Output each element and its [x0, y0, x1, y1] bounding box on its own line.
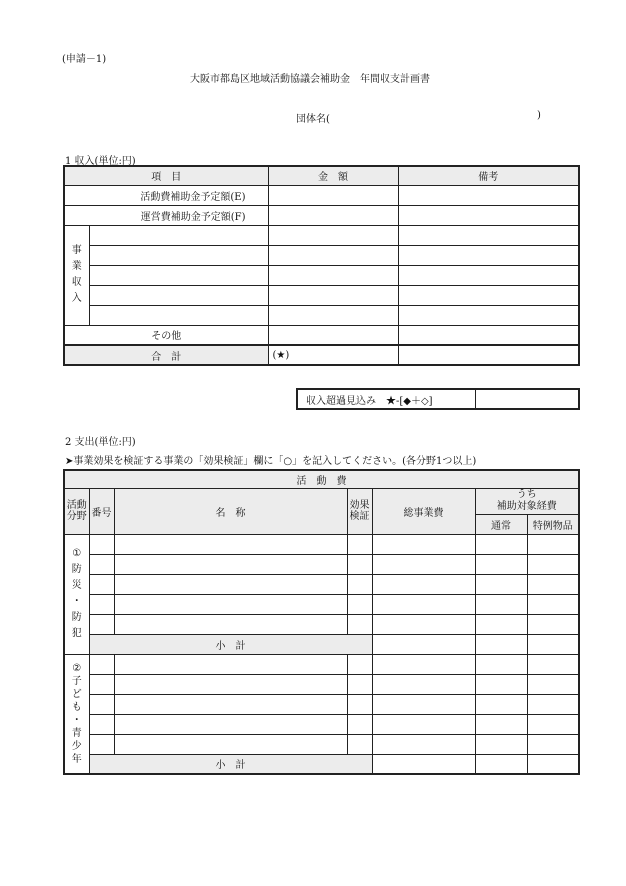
name-cell[interactable] [114, 614, 347, 634]
page-title: 大阪市都島区地域活動協議会補助金 年間収支計画書 [190, 74, 430, 85]
name-cell[interactable] [114, 574, 347, 594]
excess-amount-cell[interactable] [475, 389, 579, 409]
income-other-label: その他 [64, 325, 268, 345]
excess-box [296, 388, 580, 410]
form-code: (申請－1) [62, 54, 107, 65]
expense-header-top: 活 動 費 [64, 470, 579, 488]
number-cell[interactable] [89, 534, 114, 554]
income-total-remarks[interactable] [398, 345, 579, 365]
income-amount-cell[interactable] [268, 185, 398, 205]
normal-cell[interactable] [475, 734, 527, 754]
income-section-label: 1 収入(単位:円) [65, 156, 136, 167]
name-cell[interactable] [114, 594, 347, 614]
income-amount-cell[interactable] [268, 305, 398, 325]
subtotal-normal-cell[interactable] [475, 634, 527, 654]
excess-label: 収入超過見込み ★-[◆＋◇] [297, 389, 475, 409]
number-cell[interactable] [89, 654, 114, 674]
normal-cell[interactable] [475, 554, 527, 574]
total-cell[interactable] [372, 614, 475, 634]
total-cell[interactable] [372, 574, 475, 594]
total-cell[interactable] [372, 594, 475, 614]
effect-cell[interactable] [347, 654, 372, 674]
col-total-header: 総事業費 [372, 488, 475, 534]
col-field-header: 活動 分野 [64, 488, 89, 534]
name-cell[interactable] [114, 554, 347, 574]
normal-cell[interactable] [475, 714, 527, 734]
normal-cell[interactable] [475, 654, 527, 674]
income-header-remarks: 備考 [398, 166, 579, 185]
subtotal-special-cell[interactable] [527, 754, 579, 774]
business-income-item-cell[interactable] [89, 305, 268, 325]
special-cell[interactable] [527, 714, 579, 734]
expense-instruction: ➤事業効果を検証する事業の「効果検証」欄に「○」を記入してください。(各分野1つ以上) [65, 456, 477, 467]
income-amount-cell[interactable] [268, 325, 398, 345]
income-remarks-cell[interactable] [398, 285, 579, 305]
effect-cell[interactable] [347, 674, 372, 694]
income-header-item: 項 目 [64, 166, 268, 185]
total-cell[interactable] [372, 694, 475, 714]
name-cell[interactable] [114, 654, 347, 674]
income-remarks-cell[interactable] [398, 265, 579, 285]
income-amount-cell[interactable] [268, 265, 398, 285]
income-table [63, 165, 580, 366]
income-header-amount: 金 額 [268, 166, 398, 185]
group-name-field[interactable] [345, 110, 535, 124]
income-row-label: 活動費補助金予定額(E) [64, 185, 268, 205]
total-cell[interactable] [372, 654, 475, 674]
total-cell[interactable] [372, 734, 475, 754]
normal-cell[interactable] [475, 534, 527, 554]
col-name-header: 名 称 [114, 488, 347, 534]
normal-cell[interactable] [475, 694, 527, 714]
effect-cell[interactable] [347, 614, 372, 634]
special-cell[interactable] [527, 694, 579, 714]
normal-cell[interactable] [475, 674, 527, 694]
income-total-label: 合 計 [64, 345, 268, 365]
col-number-header: 番号 [89, 488, 114, 534]
income-total-amount[interactable]: (★) [268, 345, 398, 365]
normal-cell[interactable] [475, 614, 527, 634]
col-special-header: 特例物品 [527, 514, 579, 534]
number-cell[interactable] [89, 574, 114, 594]
number-cell[interactable] [89, 734, 114, 754]
total-cell[interactable] [372, 674, 475, 694]
subtotal-label: 小 計 [89, 754, 372, 774]
number-cell[interactable] [89, 674, 114, 694]
field-label-youth: ② 子 ど も ・ 青 少 年 [64, 654, 89, 774]
income-amount-cell[interactable] [268, 285, 398, 305]
total-cell[interactable] [372, 714, 475, 734]
business-income-item-cell[interactable] [89, 225, 268, 245]
effect-cell[interactable] [347, 734, 372, 754]
income-remarks-cell[interactable] [398, 205, 579, 225]
total-cell[interactable] [372, 534, 475, 554]
number-cell[interactable] [89, 714, 114, 734]
special-cell[interactable] [527, 594, 579, 614]
subtotal-total-cell[interactable] [372, 634, 475, 654]
name-cell[interactable] [114, 674, 347, 694]
subtotal-label: 小 計 [89, 634, 372, 654]
effect-cell[interactable] [347, 594, 372, 614]
business-income-label: 事 業 収 入 [64, 225, 89, 325]
special-cell[interactable] [527, 534, 579, 554]
col-subsidy-header: うち 補助対象経費 [475, 488, 579, 514]
subtotal-total-cell[interactable] [372, 754, 475, 774]
name-cell[interactable] [114, 734, 347, 754]
group-name-close: ) [537, 110, 541, 121]
normal-cell[interactable] [475, 574, 527, 594]
special-cell[interactable] [527, 674, 579, 694]
expense-table [63, 469, 580, 775]
effect-cell[interactable] [347, 694, 372, 714]
special-cell[interactable] [527, 554, 579, 574]
income-remarks-cell[interactable] [398, 225, 579, 245]
effect-cell[interactable] [347, 554, 372, 574]
special-cell[interactable] [527, 654, 579, 674]
subtotal-normal-cell[interactable] [475, 754, 527, 774]
business-income-item-cell[interactable] [89, 285, 268, 305]
col-normal-header: 通常 [475, 514, 527, 534]
income-amount-cell[interactable] [268, 225, 398, 245]
total-cell[interactable] [372, 554, 475, 574]
expense-section-label: 2 支出(単位:円) [65, 437, 136, 448]
business-income-item-cell[interactable] [89, 245, 268, 265]
income-remarks-cell[interactable] [398, 305, 579, 325]
special-cell[interactable] [527, 574, 579, 594]
name-cell[interactable] [114, 714, 347, 734]
special-cell[interactable] [527, 734, 579, 754]
name-cell[interactable] [114, 694, 347, 714]
income-amount-cell[interactable] [268, 245, 398, 265]
number-cell[interactable] [89, 554, 114, 574]
income-row-label: 運営費補助金予定額(F) [64, 205, 268, 225]
group-name-label: 団体名( [296, 114, 330, 125]
income-remarks-cell[interactable] [398, 245, 579, 265]
special-cell[interactable] [527, 614, 579, 634]
col-effect-header: 効果 検証 [347, 488, 372, 534]
business-income-item-cell[interactable] [89, 265, 268, 285]
name-cell[interactable] [114, 534, 347, 554]
number-cell[interactable] [89, 614, 114, 634]
effect-cell[interactable] [347, 574, 372, 594]
number-cell[interactable] [89, 594, 114, 614]
income-remarks-cell[interactable] [398, 325, 579, 345]
effect-cell[interactable] [347, 714, 372, 734]
number-cell[interactable] [89, 694, 114, 714]
income-amount-cell[interactable] [268, 205, 398, 225]
field-label-disaster: ① 防 災 ・ 防 犯 [64, 534, 89, 654]
normal-cell[interactable] [475, 594, 527, 614]
effect-cell[interactable] [347, 534, 372, 554]
income-remarks-cell[interactable] [398, 185, 579, 205]
subtotal-special-cell[interactable] [527, 634, 579, 654]
